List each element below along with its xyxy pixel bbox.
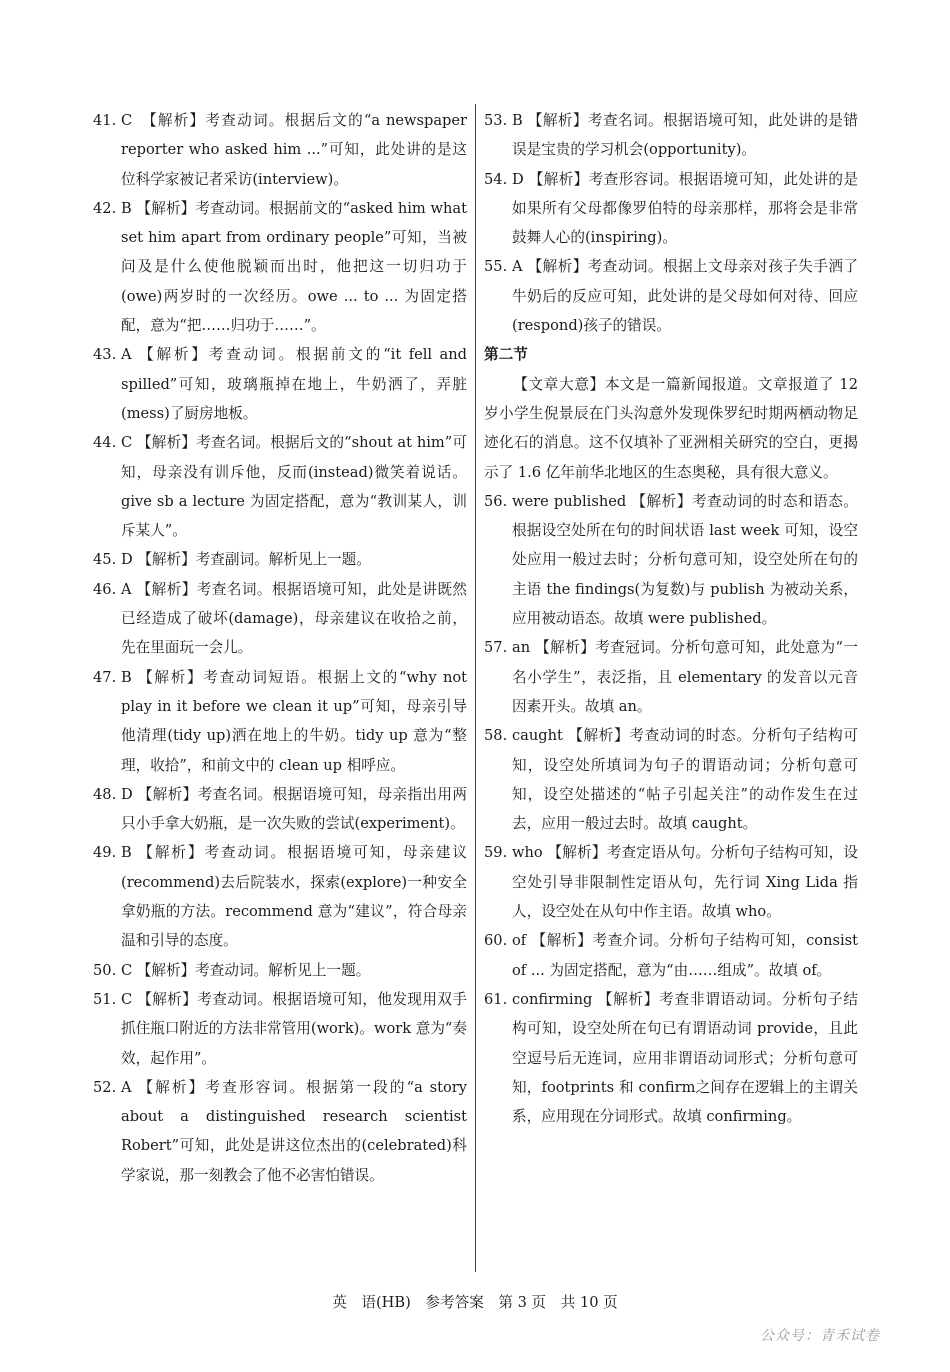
question-number: 57. — [484, 639, 508, 657]
answer-item — [93, 575, 467, 663]
answer-text: A 【解析】考查动词。根据上文母亲对孩子失手洒了牛奶后的反应可知，此处讲的是父母如何对待、回应(respond)孩子的错误。 — [512, 258, 858, 335]
question-number: 54. — [484, 170, 508, 188]
answer-item — [93, 1073, 467, 1190]
section-title: 第二节 — [484, 346, 528, 364]
question-number: 60. — [484, 932, 508, 950]
answer-text: A 【解析】考查名词。根据语境可知，此处是讲既然已经造成了破坏(damage)，母亲建议在收拾之前，先在里面玩一会儿。 — [121, 580, 467, 657]
answer-item — [93, 985, 467, 1073]
answer-item — [484, 252, 858, 340]
answer-item — [484, 106, 858, 165]
answer-text: D 【解析】考查副词。解析见上一题。 — [121, 551, 371, 569]
page-footer: 英 语(HB) 参考答案 第 3 页 共 10 页 — [332, 1294, 618, 1311]
answer-text: caught 【解析】考查动词的时态。分析句子结构可知，设空处所填词为句子的谓语动词；分析句意可知，设空处描述的“帖子引起关注”的动作发生在过去，应用一般过去时。故填 caught。 — [512, 727, 858, 833]
question-number: 43. — [93, 346, 117, 364]
answer-item — [93, 663, 467, 780]
question-number: 55. — [484, 258, 508, 276]
answer-item — [484, 487, 858, 633]
answer-text: confirming 【解析】考查非谓语动词。分析句子结构可知，设空处所在句已有谓语动词 provide，且此空逗号后无连词，应用非谓语动词形式；分析句意可知，footprints 和 confirm之间存在逻辑上的主谓关系，应用现在分词形式。故填 confirming。 — [512, 990, 858, 1126]
answer-text: were published 【解析】考查动词的时态和语态。根据设空处所在句的时间状语 last week 可知，设空处应用一般过去时；分析句意可知，设空处所在句的主语 the findings(为复数)与 publish 为被动关系，应用被动语态。故填 were published。 — [512, 492, 858, 628]
answer-text: B 【解析】考查名词。根据语境可知，此处讲的是错误是宝贵的学习机会(opportunity)。 — [512, 112, 858, 159]
question-number: 46. — [93, 580, 117, 598]
left-column — [93, 106, 467, 1190]
answer-item — [93, 545, 467, 574]
answer-item — [93, 838, 467, 955]
question-number: 49. — [93, 844, 117, 862]
answer-item — [484, 165, 858, 253]
answer-text: C 【解析】考查名词。根据后文的“shout at him”可知，母亲没有训斥他，反而(instead)微笑着说话。give sb a lecture 为固定搭配，意为“教训某人，训斥某人”。 — [121, 434, 467, 540]
answer-item — [484, 838, 858, 926]
answer-text: B 【解析】考查动词短语。根据上文的“why not play in it before we clean it up”可知，母亲引导他清理(tidy up)洒在地上的牛奶。tidy up 意为“整理，收拾”，和前文中的 clean up 相呼应。 — [121, 668, 467, 774]
answer-item — [93, 194, 467, 340]
question-number: 45. — [93, 551, 117, 569]
answer-item — [93, 106, 467, 194]
question-number: 52. — [93, 1078, 117, 1096]
answer-item — [93, 956, 467, 985]
answer-text: B 【解析】考查动词。根据前文的“asked him what set him apart from ordinary people”可知，当被问及是什么使他脱颖而出时，他把这一切归功于(owe)两岁时的一次经历。owe ... to ... 为固定搭配，意为“把……归功于……”。 — [121, 199, 467, 335]
question-number: 50. — [93, 961, 117, 979]
answer-item — [93, 780, 467, 839]
answer-item — [93, 340, 467, 428]
answer-text: D 【解析】考查名词。根据语境可知，母亲指出用两只小手拿大奶瓶，是一次失败的尝试(experiment)。 — [121, 785, 467, 833]
question-number: 59. — [484, 844, 508, 862]
question-number: 41. — [93, 112, 117, 129]
answer-item — [484, 721, 858, 838]
answer-text: of 【解析】考查介词。分析句子结构可知，consist of ... 为固定搭配，意为“由……组成”。故填 of。 — [512, 932, 858, 979]
question-number: 44. — [93, 434, 117, 452]
answer-item — [484, 633, 858, 721]
answer-text: A 【解析】考查形容词。根据第一段的“a story about a distinguished research scientist Robert”可知，此处是讲这位杰出的(celebrated)科学家说，那一刻教会了他不必害怕错误。 — [121, 1078, 467, 1184]
answer-item — [484, 985, 858, 1131]
answer-text: C 【解析】考查动词。根据语境可知，他发现用双手抓住瓶口附近的方法非常管用(work)。work 意为“奏效，起作用”。 — [121, 990, 467, 1067]
answer-text: D 【解析】考查形容词。根据语境可知，此处讲的是如果所有父母都像罗伯特的母亲那样，那将会是非常鼓舞人心的(inspiring)。 — [512, 170, 858, 247]
column-divider — [475, 104, 476, 1272]
question-number: 61. — [484, 990, 508, 1008]
answer-text: C 【解析】考查动词。根据后文的“a newspaper reporter who asked him ...”可知，此处讲的是这位科学家被记者采访(interview)。 — [121, 112, 467, 188]
question-number: 58. — [484, 727, 508, 745]
question-number: 56. — [484, 492, 508, 510]
answer-item — [484, 926, 858, 985]
question-number: 48. — [93, 785, 117, 803]
answer-text: B 【解析】考查动词。根据语境可知，母亲建议(recommend)去后院装水，探索(explore)一种安全拿奶瓶的方法。recommend 意为“建议”，符合母亲温和引导的态度。 — [121, 844, 467, 950]
question-number: 42. — [93, 199, 117, 217]
answer-item — [93, 428, 467, 545]
watermark: 公众号：青禾试卷 — [760, 1328, 880, 1344]
article-summary: 【文章大意】本文是一篇新闻报道。文章报道了 12 岁小学生倪景辰在门头沟意外发现侏罗纪时期两栖动物足迹化石的消息。这不仅填补了亚洲相关研究的空白，更揭示了 1.6 亿年前华北地区的生态奥秘，具有很大意义。 — [484, 375, 858, 481]
answer-text: C 【解析】考查动词。解析见上一题。 — [121, 961, 371, 979]
answer-text: A 【解析】考查动词。根据前文的“it fell and spilled”可知，玻璃瓶掉在地上，牛奶洒了，弄脏(mess)了厨房地板。 — [121, 346, 467, 422]
question-number: 53. — [484, 112, 508, 129]
answer-text: an 【解析】考查冠词。分析句意可知，此处意为“一名小学生”，表泛指，且 elementary 的发音以元音因素开头。故填 an。 — [512, 639, 858, 715]
question-number: 51. — [93, 990, 117, 1008]
answer-text: who 【解析】考查定语从句。分析句子结构可知，设空处引导非限制性定语从句，先行词 Xing Lida 指人，设空处在从句中作主语。故填 who。 — [512, 844, 858, 921]
question-number: 47. — [93, 668, 117, 686]
right-column — [484, 106, 858, 1131]
